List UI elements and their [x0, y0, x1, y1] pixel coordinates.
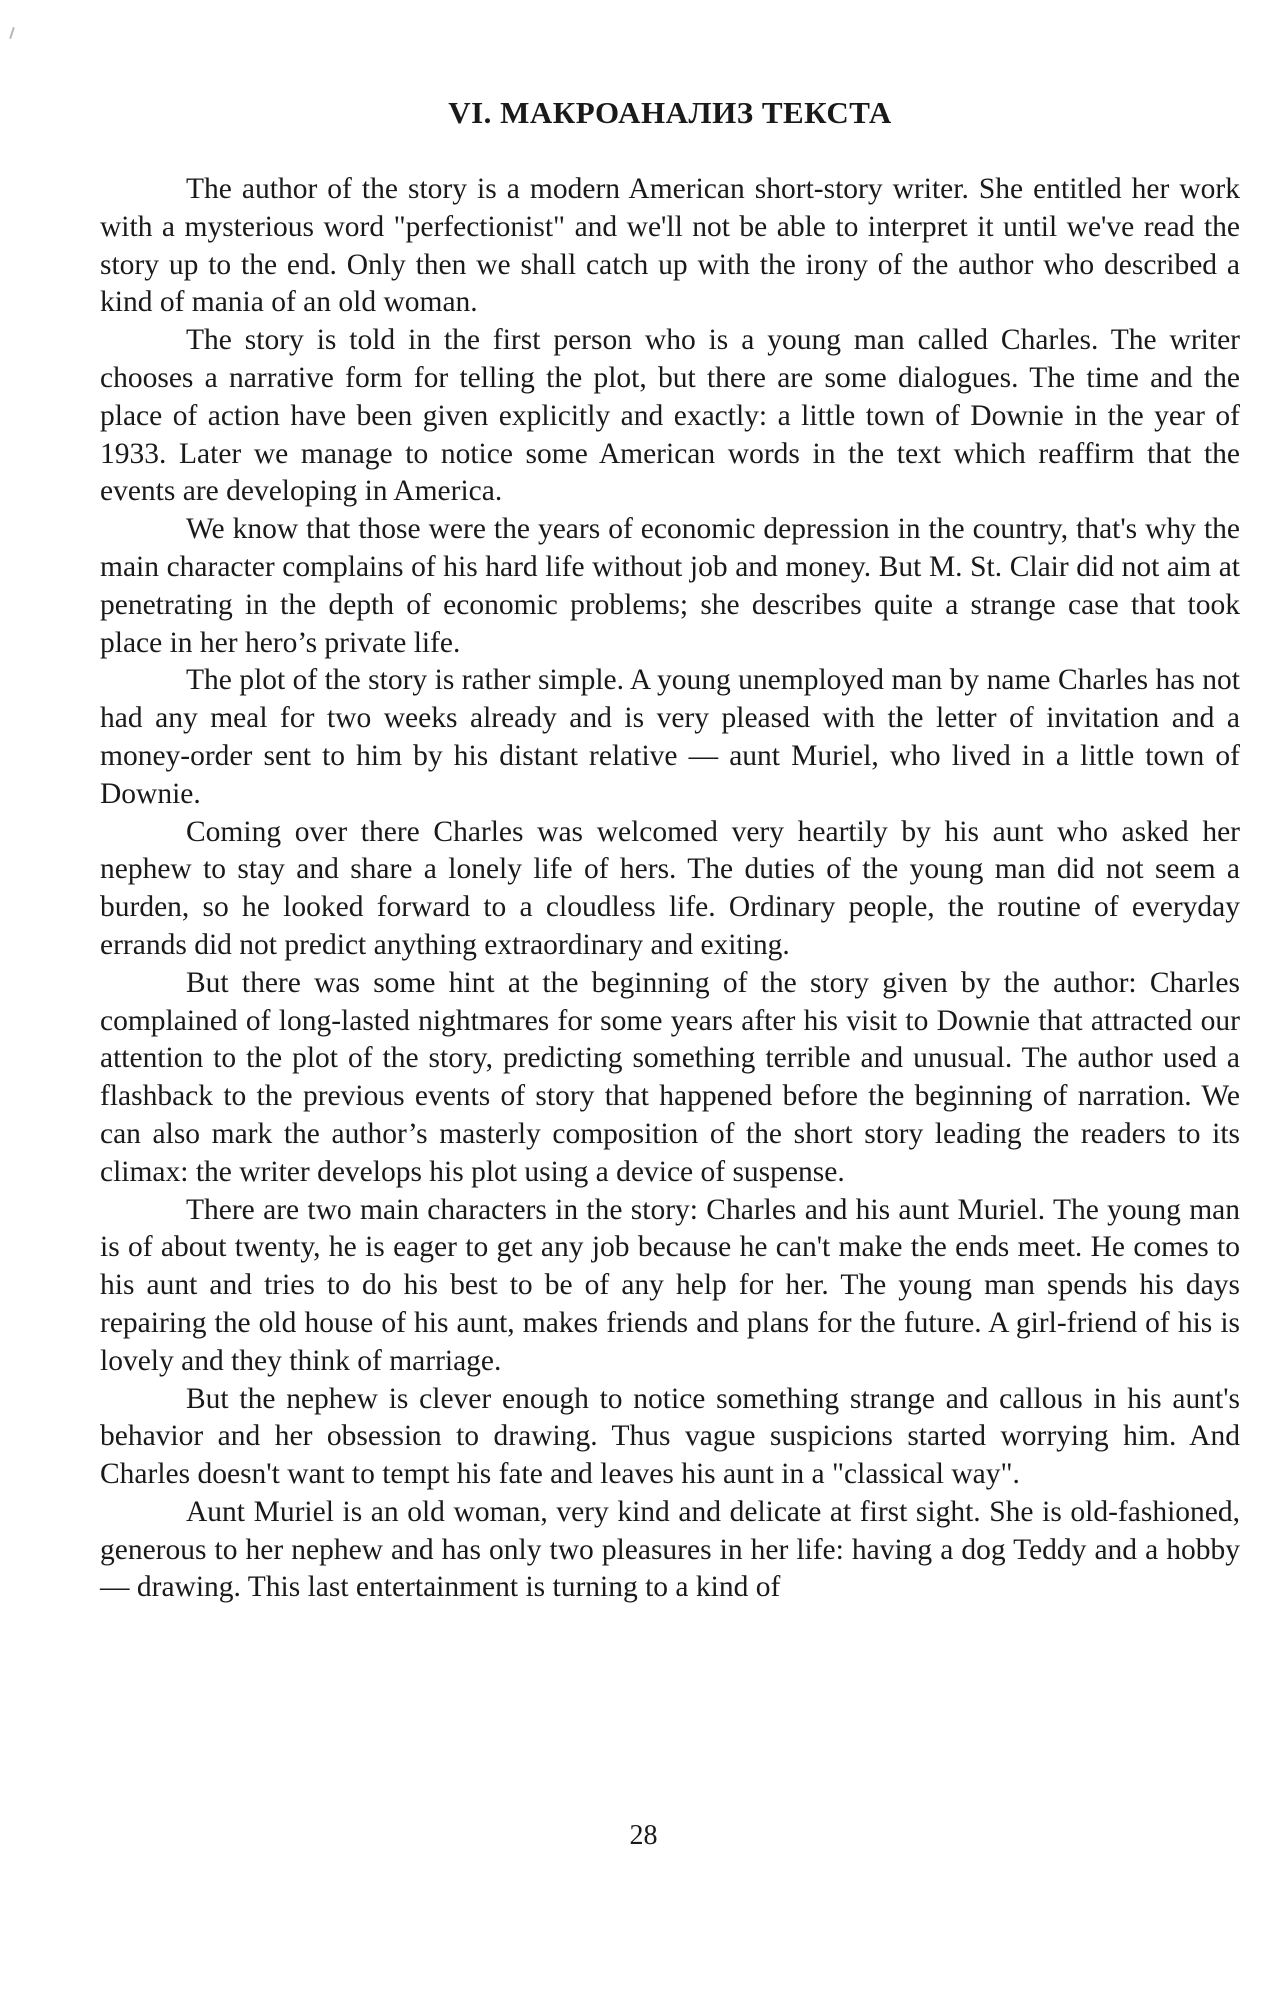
- paragraph: Aunt Muriel is an old woman, very kind and delicate at first sight. She is old-fashioned, generous to her nephew and has only two pleasures in her life: having a dog Teddy and a hobby — drawing. This last entertainment is turning to a kind of: [100, 1495, 1240, 1604]
- page-content: [100, 95, 1240, 1607]
- section-heading: VI. МАКРОАНАЛИЗ ТЕКСТА: [448, 95, 892, 130]
- paragraph: The plot of the story is rather simple. A young unemployed man by name Charles has not had any meal for two weeks already and is very pleased with the letter of invitation and a money-order sent to him by his distant relative — aunt Muriel, who lived in a little town of Downie.: [100, 664, 1240, 810]
- paragraph: But the nephew is clever enough to notice something strange and callous in his aunt's behavior and her obsession to drawing. Thus vague suspicions started worrying him. And Charles doesn't want to tempt his fate and leaves his aunt in a "classical way".: [100, 1382, 1240, 1491]
- body-text: [100, 171, 1240, 1607]
- paragraph: But there was some hint at the beginning of the story given by the author: Charles complained of long-lasted nightmares for some years after his visit to Downie that attracted our attention to the plot of the story, predicting something terrible and unusual. The author used a flashback to the previous events of story that happened before the beginning of narration. We can also mark the author’s masterly composition of the short story leading the readers to its climax: the writer develops his plot using a device of suspense.: [100, 966, 1240, 1188]
- paragraph: The story is told in the first person who is a young man called Charles. The writer chooses a narrative form for telling the plot, but there are some dialogues. The time and the place of action have been given explicitly and exactly: a little town of Downie in the year of 1933. Later we manage to notice some American words in the text which reaffirm that the events are developing in America.: [100, 324, 1240, 508]
- paragraph: We know that those were the years of economic depression in the country, that's why the main character complains of his hard life without job and money. But M. St. Clair did not aim at penetrating in the depth of economic problems; she describes quite a strange case that took place in her hero’s private life.: [100, 513, 1240, 659]
- paragraph: There are two main characters in the story: Charles and his aunt Muriel. The young man is of about twenty, he is eager to get any job because he can't make the ends meet. He comes to his aunt and tries to do his best to be of any help for her. The young man spends his days repairing the old house of his aunt, makes friends and plans for the future. A girl-friend of his is lovely and they think of marriage.: [100, 1193, 1240, 1377]
- paragraph: Coming over there Charles was welcomed very heartily by his aunt who asked her nephew to stay and share a lonely life of hers. The duties of the young man did not seem a burden, so he looked forward to a cloudless life. Ordinary people, the routine of everyday errands did not predict anything extraordinary and exiting.: [100, 815, 1240, 961]
- scan-speck: [9, 27, 15, 39]
- paragraph: The author of the story is a modern American short-story writer. She entitled her work with a mysterious word "perfectionist" and we'll not be able to interpret it until we've read the story up to the end. Only then we shall catch up with the irony of the author who described a kind of mania of an old woman.: [100, 173, 1240, 319]
- page-number: 28: [629, 1820, 658, 1851]
